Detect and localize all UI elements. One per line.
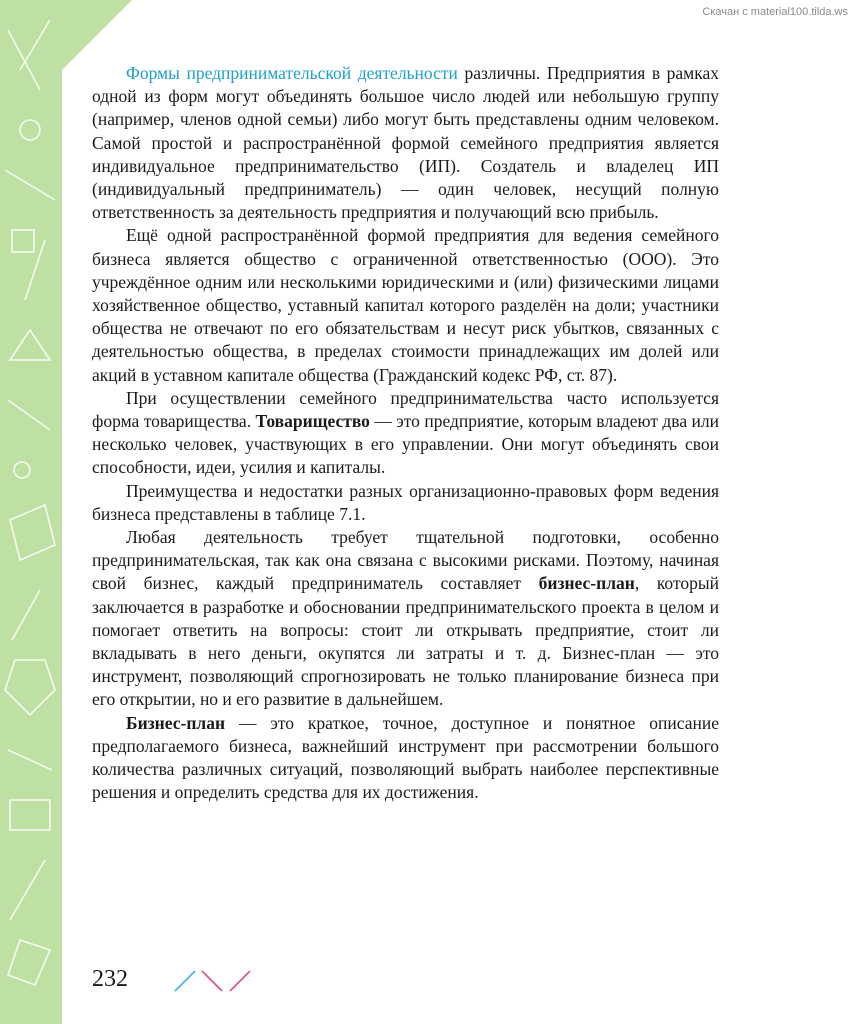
paragraph-partnership [92, 387, 719, 480]
page-body-text [92, 62, 719, 805]
paragraph-text: При осуществлении семейного предпринимательства часто используется форма товарищества. [92, 387, 719, 432]
side-decorative-band [0, 0, 62, 1024]
paragraph-business-plan-definition [92, 712, 719, 805]
paragraph-text: — это предприятие, которым владеют два или несколько человек, участвующих в его управлении. Они могут объединять свои способности, идеи, усилия и капиталы. [92, 411, 719, 478]
geometric-pattern-icon [0, 0, 62, 1024]
bold-term: Бизнес-план [126, 712, 226, 733]
bold-term: бизнес-план [538, 573, 635, 594]
download-watermark: Скачан с material100.tilda.ws [702, 6, 848, 18]
bold-term: Товарищество [255, 411, 370, 432]
paragraph-table-ref: Преимущества и недостатки разных организационно-правовых форм ведения бизнеса представлены в таблице 7.1. [92, 480, 719, 524]
paragraph-text: — это краткое, точное, доступное и понятное описание предполагаемого бизнеса, важнейший инструмент при рассмотрении большого количества различных ситуаций, позволяющий выбрать наиболее перспективные решения и определить средства для их достижения. [92, 712, 719, 803]
highlighted-term: Формы предпринимательской деятельности [126, 63, 458, 83]
page-number: 232 [92, 966, 128, 992]
corner-decoration [62, 0, 132, 70]
paragraph-text: Любая деятельность требует тщательной подготовки, особенно предпринимательская, так как она связана с высокими рисками. Поэтому, начиная свой бизнес, каждый предприниматель составляет [92, 527, 719, 594]
slash-decoration-icon [170, 966, 260, 996]
paragraph-forms [92, 62, 719, 224]
paragraph-business-plan [92, 526, 719, 712]
paragraph-text: , который заключается в разработке и обосновании предпринимательского проекта в целом и помогает ответить на вопросы: стоит ли открывать предприятие, стоит ли вкладывать в него деньги, окупятся ли затраты и т. д. Бизнес-план — это инструмент, позволяющий спрогнозировать не только планирование бизнеса при его открытии, но и его развитие в дальнейшем. [92, 573, 719, 710]
paragraph-ooo: Ещё одной распространённой формой предприятия для ведения семейного бизнеса является общество с ограниченной ответственностью (ООО). Это учреждённое одним или несколькими юридическими и (или) физическими лицами хозяйственное общество, уставный капитал которого разделён на доли; участники общества не отвечают по его обязательствам и несут риск убытков, связанных с деятельностью общества, в пределах стоимости принадлежащих им долей или акций в уставном капитале общества (Гражданский кодекс РФ, ст. 87). [92, 225, 719, 385]
paragraph-text: различны. Предприятия в рамках одной из форм могут объединять большое число людей или небольшую группу (например, членов одной семьи) либо могут быть представлены одним человеком. Самой простой и распространённой формой семейного предприятия является индивидуальное предпринимательство (ИП). Создатель и владелец ИП (индивидуальный предприниматель) — один человек, несущий полную ответственность за деятельность предприятия и получающий всю прибыль. [92, 63, 720, 223]
